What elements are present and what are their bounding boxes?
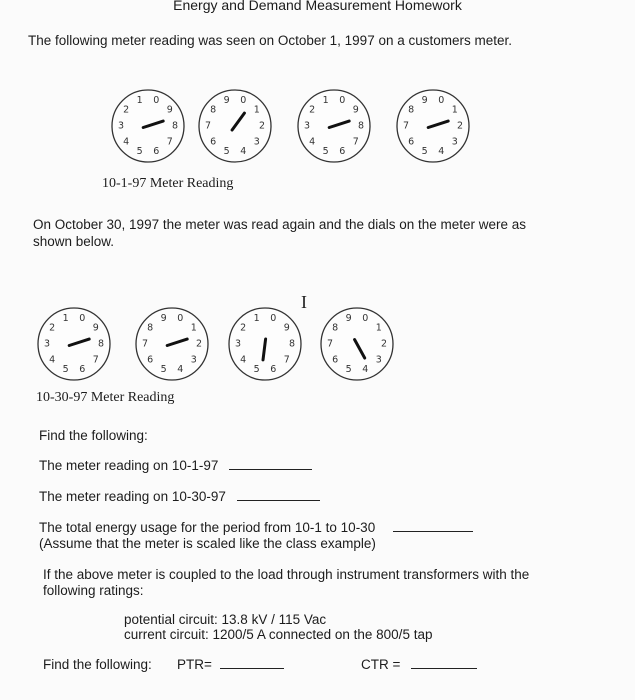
meter1-dial-1-numeral-8: 8 (171, 120, 179, 132)
meter2-dial-4-numeral-1: 1 (375, 322, 382, 334)
text-cursor-icon: I (301, 292, 307, 312)
meter1-dial-4 (394, 87, 472, 165)
meter1-dial-1-numeral-9: 9 (166, 104, 173, 116)
meter2-dial-2-numeral-6: 6 (147, 354, 154, 366)
question-1 (39, 458, 312, 473)
answer-blank-3[interactable] (393, 530, 473, 532)
meter2-dial-1-numeral-5: 5 (62, 364, 69, 376)
meter1-dial-2-numeral-1: 1 (253, 104, 260, 116)
meter2-dial-4-numeral-2: 2 (380, 338, 388, 350)
meter2-dial-2-numeral-2: 2 (195, 338, 203, 350)
meter1-dial-2-numeral-8: 8 (210, 104, 217, 116)
ctr-row (361, 657, 477, 672)
current-circuit-rating: current circuit: 1200/5 A connected on the 800/5 tap (124, 627, 433, 642)
meter1-dial-2-numeral-7: 7 (204, 120, 212, 132)
meter1-dial-4-numeral-8: 8 (408, 104, 415, 116)
meter2-dial-3-numeral-8: 8 (288, 338, 296, 350)
meter2-dial-2-numeral-8: 8 (147, 322, 154, 334)
meter1-dial-1-numeral-5: 5 (136, 146, 143, 158)
meter2-dial-2-numeral-3: 3 (190, 354, 197, 366)
meter1-dial-3-numeral-2: 2 (309, 104, 316, 116)
meter1-dial-1-numeral-7: 7 (166, 136, 173, 148)
ctr-answer-blank[interactable] (411, 667, 477, 669)
meter2-dial-4-numeral-9: 9 (345, 312, 352, 324)
meter2-dial-3-numeral-1: 1 (253, 312, 260, 324)
meter1-dial-4-numeral-0: 0 (438, 94, 445, 106)
meter1-dial-2-numeral-9: 9 (223, 94, 230, 106)
paragraph2-line2: shown below. (33, 234, 115, 249)
meter1-dial-3-numeral-6: 6 (339, 146, 346, 158)
meter1-dial-4-numeral-2: 2 (456, 120, 464, 132)
meter2-dial-1-numeral-4: 4 (49, 354, 56, 366)
meter1-dial-3-numeral-5: 5 (322, 146, 329, 158)
meter1-dial-1-numeral-1: 1 (136, 94, 143, 106)
ptr-answer-blank[interactable] (220, 667, 284, 669)
meter1-dial-2-numeral-4: 4 (240, 146, 247, 158)
meter1-dial-2-numeral-6: 6 (210, 136, 217, 148)
meter1-dial-3-numeral-8: 8 (357, 120, 365, 132)
meter1-dial-3-numeral-0: 0 (339, 94, 346, 106)
meter2-dial-2 (133, 305, 211, 383)
meter1-dial-2 (196, 87, 274, 165)
meter1-dial-4-numeral-5: 5 (421, 146, 428, 158)
meter2-dial-2-numeral-0: 0 (177, 312, 184, 324)
meter2-dial-2-numeral-7: 7 (141, 338, 149, 350)
meter2-dial-4 (318, 305, 396, 383)
meter1-dial-1-numeral-3: 3 (117, 120, 125, 132)
ptr-row (177, 657, 284, 672)
meter1-dial-4-numeral-6: 6 (408, 136, 415, 148)
ctr-label: CTR = (361, 657, 401, 672)
meter1-dial-1-numeral-2: 2 (123, 104, 130, 116)
meter2-dial-2-numeral-1: 1 (190, 322, 197, 334)
meter1-dial-3-numeral-3: 3 (303, 120, 311, 132)
meter2-dial-3-numeral-3: 3 (234, 338, 242, 350)
meter1-dial-1-numeral-4: 4 (123, 136, 130, 148)
question-2-text: The meter reading on 10-30-97 (39, 489, 226, 504)
intro-paragraph: The following meter reading was seen on October 1, 1997 on a customers meter. (28, 33, 513, 48)
meter2-dial-3-numeral-9: 9 (283, 322, 290, 334)
meter2-dial-3-numeral-2: 2 (240, 322, 247, 334)
question-3-line1 (39, 520, 473, 535)
meter2-dial-1-numeral-9: 9 (92, 322, 99, 334)
meter2-dial-4-numeral-4: 4 (362, 364, 369, 376)
meter2-dial-1-numeral-8: 8 (97, 338, 105, 350)
page-title: Energy and Demand Measurement Homework (173, 0, 462, 13)
answer-blank-1[interactable] (229, 468, 312, 470)
meter2-dial-2-numeral-4: 4 (177, 364, 184, 376)
meter1-dial-3 (295, 87, 373, 165)
meter1-caption: 10-1-97 Meter Reading (102, 176, 234, 191)
meter1-dial-4-numeral-9: 9 (421, 94, 428, 106)
meter2-dial-3-numeral-7: 7 (283, 354, 290, 366)
meter2-dial-1-numeral-7: 7 (92, 354, 99, 366)
question-4-line2: following ratings: (43, 583, 144, 598)
meter1-dial-3-numeral-1: 1 (322, 94, 329, 106)
potential-circuit-rating: potential circuit: 13.8 kV / 115 Vac (124, 612, 327, 627)
meter1-dial-3-numeral-9: 9 (352, 104, 359, 116)
meter1-dial-1 (109, 87, 187, 165)
meter2-dial-3 (226, 305, 304, 383)
meter1-dial-1-numeral-6: 6 (153, 146, 160, 158)
find-heading: Find the following: (39, 428, 148, 443)
answer-blank-2[interactable] (237, 499, 320, 501)
meter1-dial-2-numeral-5: 5 (223, 146, 230, 158)
meter2-dial-1-numeral-2: 2 (49, 322, 56, 334)
question-4-line1: If the above meter is coupled to the load through instrument transformers with the (43, 567, 530, 582)
meter2-dial-1-numeral-6: 6 (79, 364, 86, 376)
meter2-dial-1-numeral-3: 3 (43, 338, 51, 350)
find2-label: Find the following: (43, 657, 152, 672)
meter1-dial-4-numeral-4: 4 (438, 146, 445, 158)
meter1-dial-2-numeral-0: 0 (240, 94, 247, 106)
meter2-dial-4-numeral-5: 5 (345, 364, 352, 376)
meter1-dial-4-numeral-3: 3 (451, 136, 458, 148)
meter2-dial-3-numeral-5: 5 (253, 364, 260, 376)
question-3-line2: (Assume that the meter is scaled like the class example) (39, 536, 376, 551)
meter2-dial-3-numeral-4: 4 (240, 354, 247, 366)
meter1-dial-1-numeral-0: 0 (153, 94, 160, 106)
meter1-dial-2-numeral-3: 3 (253, 136, 260, 148)
meter1-dial-4-numeral-7: 7 (402, 120, 410, 132)
meter1-dial-2-numeral-2: 2 (258, 120, 266, 132)
meter2-dial-1-numeral-1: 1 (62, 312, 69, 324)
meter2-dial-4-numeral-0: 0 (362, 312, 369, 324)
meter2-dial-4-numeral-8: 8 (332, 322, 339, 334)
question-2 (39, 489, 320, 504)
meter2-caption: 10-30-97 Meter Reading (36, 390, 175, 405)
meter2-dial-1 (35, 305, 113, 383)
meter2-dial-3-numeral-0: 0 (270, 312, 277, 324)
paragraph2-line1: On October 30, 1997 the meter was read again and the dials on the meter were as (33, 217, 527, 232)
question-1-text: The meter reading on 10-1-97 (39, 458, 219, 473)
meter2-dial-1-numeral-0: 0 (79, 312, 86, 324)
meter2-dial-4-numeral-3: 3 (375, 354, 382, 366)
meter2-dial-4-numeral-6: 6 (332, 354, 339, 366)
meter2-dial-4-numeral-7: 7 (326, 338, 334, 350)
question-3-text: The total energy usage for the period from 10-1 to 10-30 (39, 520, 376, 535)
meter2-dial-2-numeral-5: 5 (160, 364, 167, 376)
ptr-label: PTR= (177, 657, 212, 672)
meter2-dial-2-numeral-9: 9 (160, 312, 167, 324)
meter2-dial-3-numeral-6: 6 (270, 364, 277, 376)
meter1-dial-4-numeral-1: 1 (451, 104, 458, 116)
meter1-dial-3-numeral-7: 7 (352, 136, 359, 148)
meter1-dial-3-numeral-4: 4 (309, 136, 316, 148)
